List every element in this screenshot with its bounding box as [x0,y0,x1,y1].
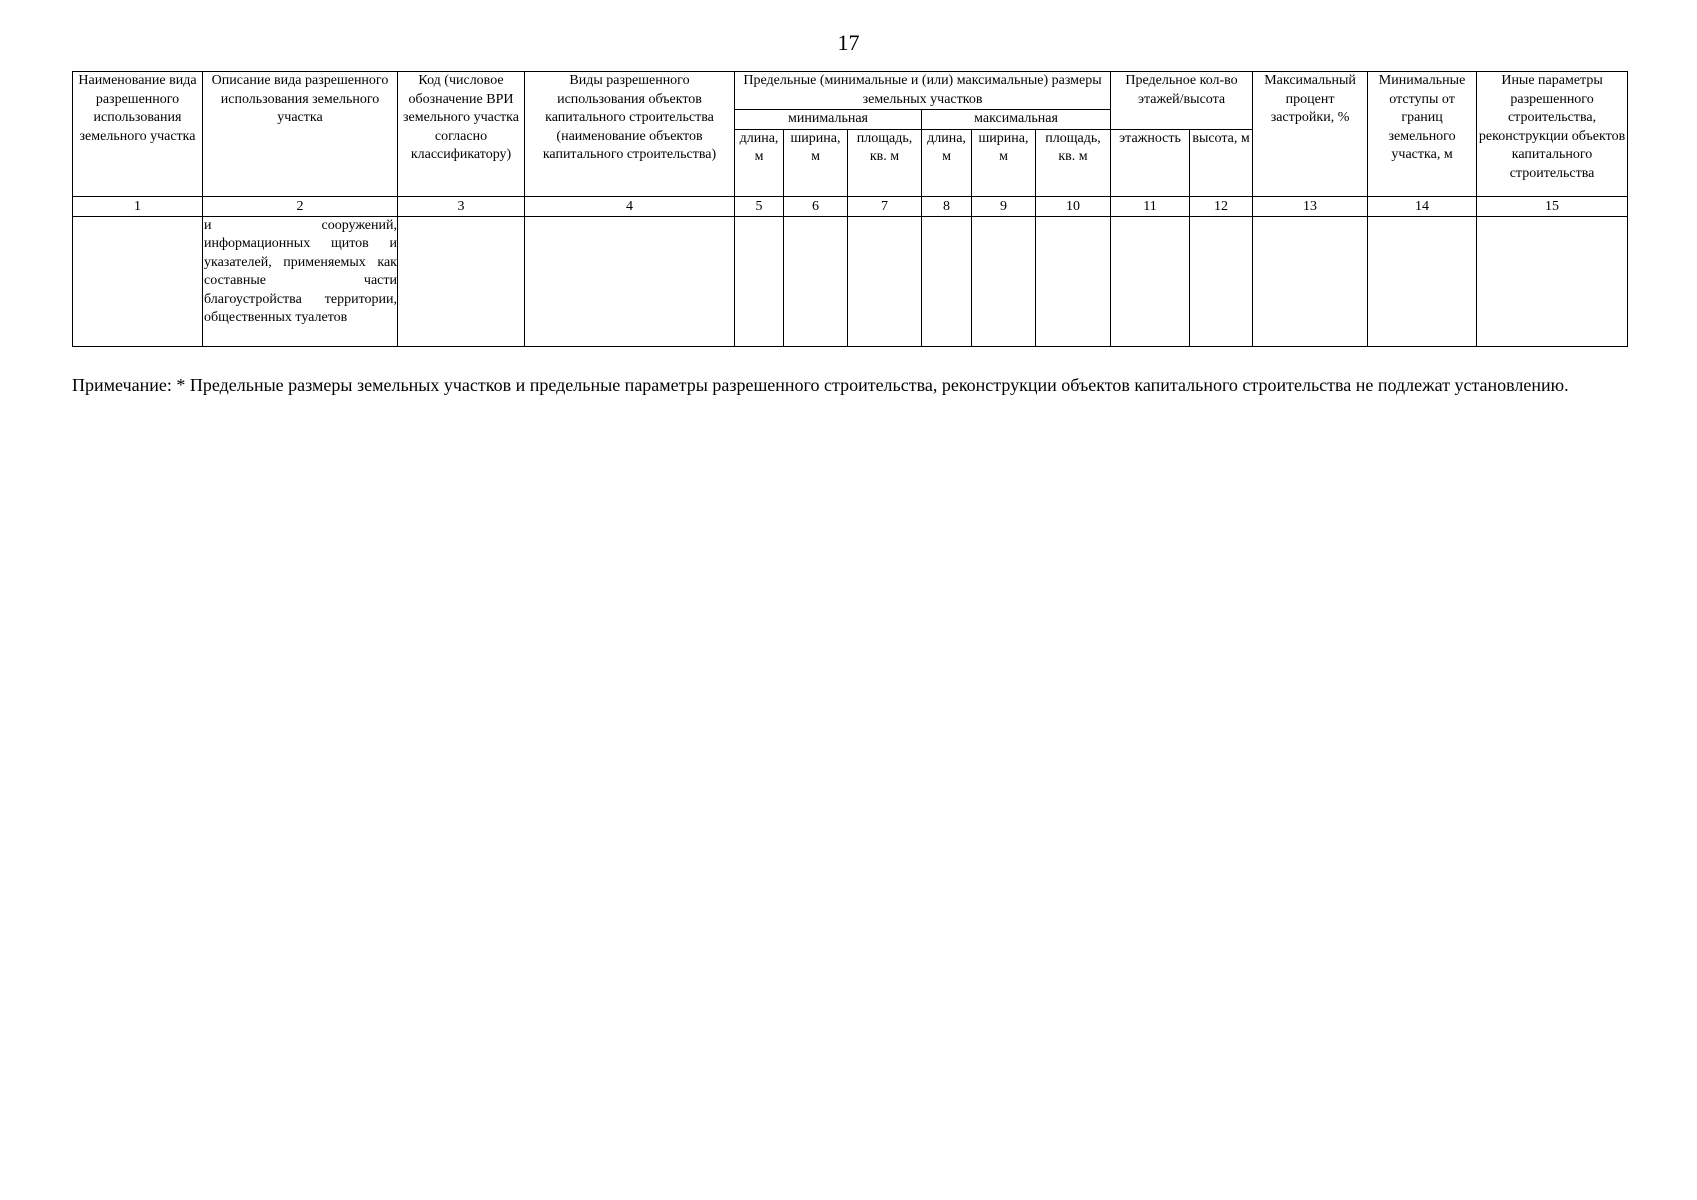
cell-floors [1111,216,1190,346]
footnote: Примечание: * Предельные размеры земельных участков и предельные параметры разрешенного строительства, реконструкции объектов капитального строительства не подлежат установлению. [72,375,1569,395]
column-number-row [73,196,1628,216]
column-number: 6 [784,196,848,216]
column-number: 12 [1190,196,1253,216]
header-height: высота, м [1190,129,1253,196]
column-number: 11 [1111,196,1190,216]
column-number: 3 [398,196,525,216]
table-row [73,216,1628,346]
cell-land-use-code [398,216,525,346]
column-number: 4 [525,196,735,216]
cell-min-length [735,216,784,346]
header-maximum: максимальная [922,110,1111,130]
header-min-area: площадь, кв. м [848,129,922,196]
column-number: 1 [73,196,203,216]
header-other-parameters: Иные параметры разрешенного строительства, реконструкции объектов капитального строительства [1477,72,1628,197]
header-land-use-code: Код (числовое обозначение ВРИ земельного участка согласно классификатору) [398,72,525,197]
header-floors-height: Предельное кол-во этажей/высота [1111,72,1253,130]
column-number: 15 [1477,196,1628,216]
cell-construction-use-types [525,216,735,346]
land-use-table [72,71,1628,347]
header-row-1 [73,72,1628,110]
cell-min-setbacks [1368,216,1477,346]
cell-max-area [1036,216,1111,346]
header-min-setbacks: Минимальные отступы от границ земельного участка, м [1368,72,1477,197]
cell-max-width [972,216,1036,346]
header-min-width: ширина, м [784,129,848,196]
cell-min-width [784,216,848,346]
column-number: 2 [203,196,398,216]
cell-land-use-name [73,216,203,346]
header-plot-size-limits: Предельные (минимальные и (или) максимальные) размеры земельных участков [735,72,1111,110]
column-number: 14 [1368,196,1477,216]
header-max-length: длина, м [922,129,972,196]
column-number: 13 [1253,196,1368,216]
header-max-width: ширина, м [972,129,1036,196]
column-number: 5 [735,196,784,216]
cell-other-parameters [1477,216,1628,346]
column-number: 9 [972,196,1036,216]
page-number: 17 [837,30,860,55]
header-max-coverage: Максимальный процент застройки, % [1253,72,1368,197]
header-land-use-name: Наименование вида разрешенного использования земельного участка [73,72,203,197]
header-land-use-description: Описание вида разрешенного использования земельного участка [203,72,398,197]
column-number: 10 [1036,196,1111,216]
header-max-area: площадь, кв. м [1036,129,1111,196]
header-floors: этажность [1111,129,1190,196]
header-construction-use-types: Виды разрешенного использования объектов капитального строительства (наименование объектов капитального строительства) [525,72,735,197]
cell-land-use-description: и сооружений, информационных щитов и указателей, применяемых как составные части благоустройства территории, общественных туалетов [203,216,398,346]
cell-height [1190,216,1253,346]
cell-max-length [922,216,972,346]
header-min-length: длина, м [735,129,784,196]
column-number: 7 [848,196,922,216]
header-minimum: минимальная [735,110,922,130]
cell-max-coverage [1253,216,1368,346]
cell-min-area [848,216,922,346]
column-number: 8 [922,196,972,216]
